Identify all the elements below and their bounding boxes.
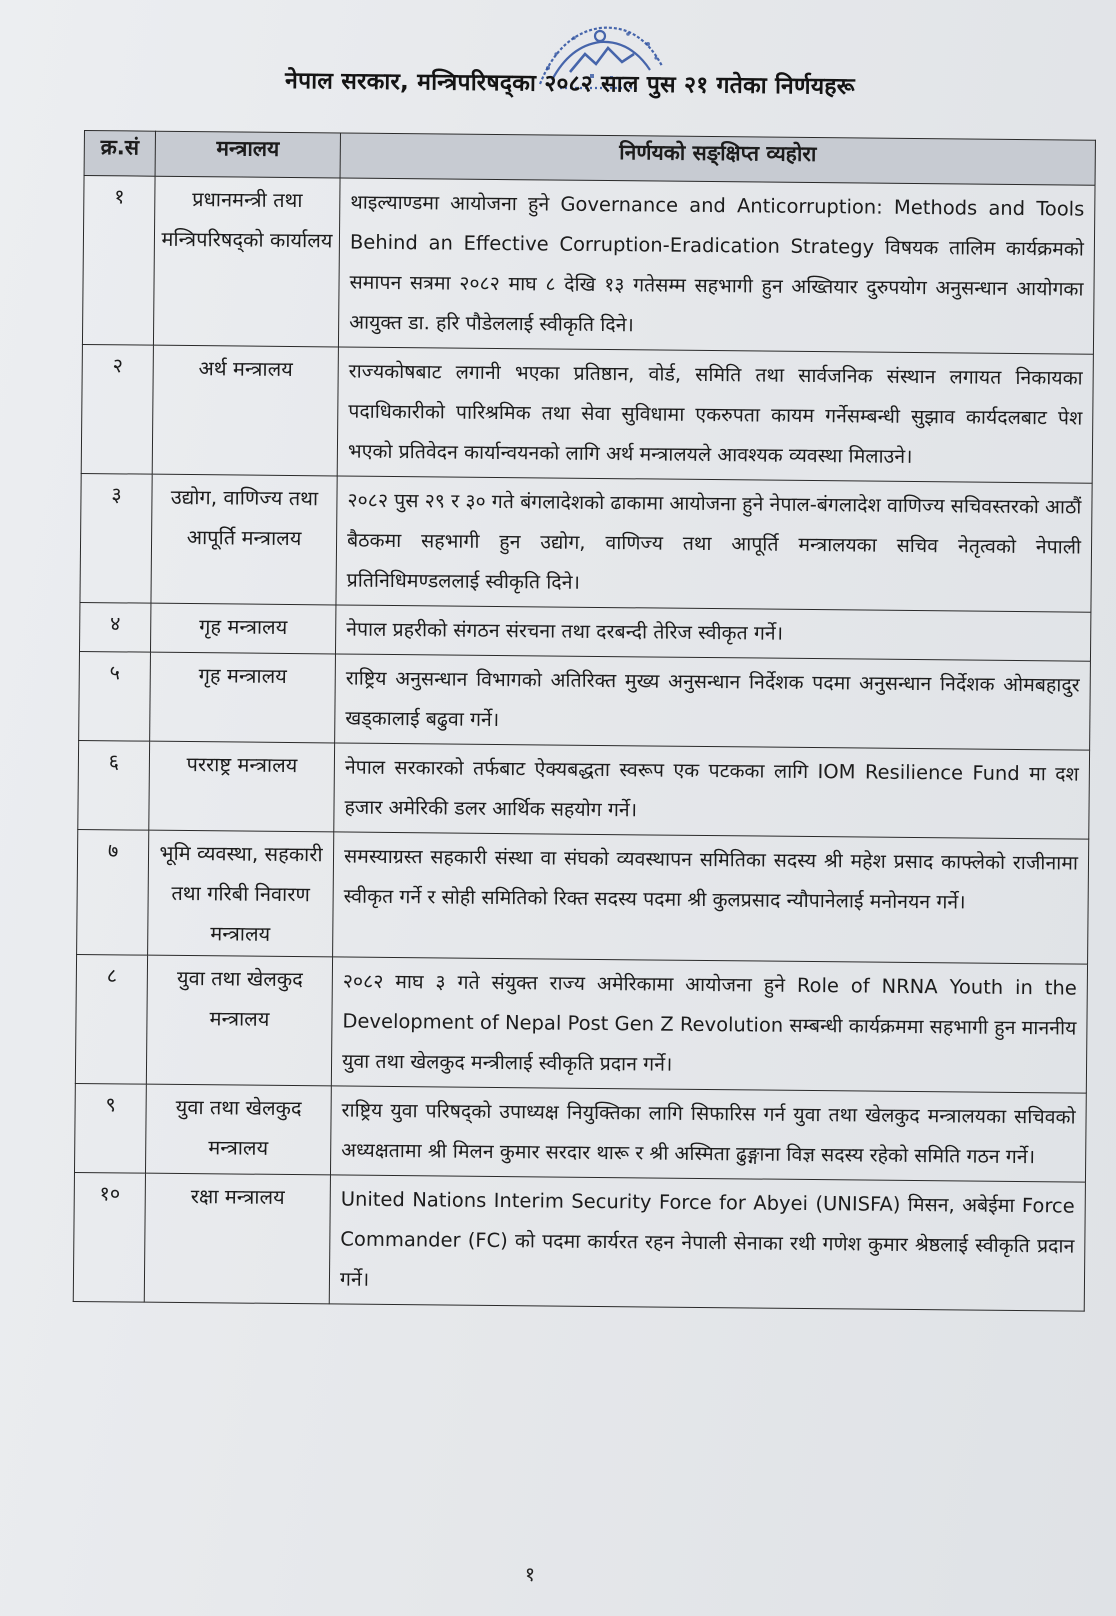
row-decision-summary: २०८२ पुस २९ र ३० गते बंगलादेशको ढाकामा आयोजना हुने नेपाल-बंगलादेश वाणिज्य सचिवस्तरको आठौं बैठकमा सहभागी हुन उद्योग, वाणिज्य तथा आपूर्ति मन्त्रालयका सचिव नेतृत्वको नेपाली प्रतिनिधिमण्डललाई स्वीकृति दिने। bbox=[336, 476, 1092, 612]
row-ministry: गृह मन्त्रालय bbox=[150, 603, 335, 654]
row-serial-number: ४ bbox=[79, 602, 150, 652]
row-serial-number: ७ bbox=[77, 829, 149, 955]
row-ministry: युवा तथा खेलकुद मन्त्रालय bbox=[145, 1084, 331, 1175]
row-decision-summary: United Nations Interim Security Force for Abyei (UNISFA) मिसन, अबेईमा Force Commander (FC) को पदमा कार्यरत रहन नेपाली सेनाका रथी गणेश कुमार श्रेष्ठलाई स्वीकृति प्रदान गर्ने। bbox=[329, 1175, 1085, 1311]
row-decision-summary: राज्यकोषबाट लगानी भएका प्रतिष्ठान, वोर्ड, समिति तथा सार्वजनिक संस्थान लगायत निकायका पदाधिकारीको पारिश्रमिक तथा सेवा सुविधामा एकरुपता कायम गर्नेसम्बन्धी सुझाव कार्यदलबाट पेश भएको प्रतिवेदन कार्यान्वयनको लागि अर्थ मन्त्रालयले आवश्यक व्यवस्था मिलाउने। bbox=[337, 347, 1093, 483]
row-decision-summary: नेपाल प्रहरीको संगठन संरचना तथा दरबन्दी तेरिज स्वीकृत गर्ने। bbox=[335, 605, 1090, 661]
row-ministry: परराष्ट्र मन्त्रालय bbox=[149, 741, 335, 832]
table-row bbox=[80, 473, 1092, 612]
row-ministry: रक्षा मन्त्रालय bbox=[144, 1173, 330, 1304]
row-decision-summary: थाइल्याण्डमा आयोजना हुने Governance and Anticorruption: Methods and Tools Behind an Effective Corruption-Eradication Strategy विषयक तालिम कार्यक्रमको समापन सत्रमा २०८२ माघ ८ देखि १३ गतेसम्म सहभागी हुन अख्तियार दुरुपयोग अनुसन्धान आयोगका आयुक्त डा. हरि पौडेललाई स्वीकृति दिने। bbox=[338, 178, 1095, 354]
row-ministry: अर्थ मन्त्रालय bbox=[152, 345, 338, 476]
page-title: नेपाल सरकार, मन्त्रिपरिषद्का २०८२ साल पुस २१ गतेका निर्णयहरू bbox=[284, 68, 855, 100]
table-row bbox=[74, 1083, 1086, 1182]
header-serial-number: क्र.सं bbox=[84, 131, 155, 177]
row-decision-summary: नेपाल सरकारको तर्फबाट ऐक्यबद्धता स्वरूप एक पटकका लागि IOM Resilience Fund मा दश हजार अमेरिकी डलर आर्थिक सहयोग गर्ने। bbox=[334, 743, 1090, 839]
row-serial-number: १ bbox=[82, 176, 155, 346]
row-serial-number: १० bbox=[73, 1172, 145, 1302]
table-row bbox=[79, 651, 1091, 750]
table-row bbox=[73, 1172, 1085, 1311]
row-serial-number: ३ bbox=[80, 473, 152, 603]
page-number: १ bbox=[524, 1562, 536, 1586]
table-row bbox=[81, 344, 1093, 483]
row-ministry: युवा तथा खेलकुद मन्त्रालय bbox=[146, 955, 332, 1086]
table-row bbox=[77, 829, 1089, 964]
row-decision-summary: राष्ट्रिय युवा परिषद्को उपाध्यक्ष नियुक्तिका लागि सिफारिस गर्न युवा तथा खेलकुद मन्त्रालयका सचिवको अध्यक्षतामा श्री मिलन कुमार सरदार थारू र श्री अस्मिता ढुङ्गाना विज्ञ सदस्य रहेको समिति गठन गर्ने। bbox=[330, 1086, 1086, 1182]
row-ministry: भूमि व्यवस्था, सहकारी तथा गरिबी निवारण मन्त्रालय bbox=[148, 830, 334, 957]
row-decision-summary: समस्याग्रस्त सहकारी संस्था वा संघको व्यवस्थापन समितिका सदस्य श्री महेश प्रसाद काफ्लेको राजीनामा स्वीकृत गर्ने र सोही समितिको रिक्त सदस्य पदमा श्री कुलप्रसाद न्यौपानेलाई मनोनयन गर्ने। bbox=[333, 832, 1089, 964]
row-serial-number: २ bbox=[81, 344, 153, 474]
row-serial-number: ५ bbox=[79, 651, 151, 741]
table-row bbox=[82, 176, 1095, 355]
header-ministry: मन्त्रालय bbox=[155, 131, 340, 178]
row-decision-summary: राष्ट्रिय अनुसन्धान विभागको अतिरिक्त मुख्य अनुसन्धान निर्देशक पदमा अनुसन्धान निर्देशक ओमबहादुर खड्कालाई बढुवा गर्ने। bbox=[335, 654, 1091, 750]
row-ministry: गृह मन्त्रालय bbox=[150, 652, 336, 743]
row-decision-summary: २०८२ माघ ३ गते संयुक्त राज्य अमेरिकामा आयोजना हुने Role of NRNA Youth in the Development of Nepal Post Gen Z Revolution सम्बन्धी कार्यक्रममा सहभागी हुन माननीय युवा तथा खेलकुद मन्त्रीलाई स्वीकृति प्रदान गर्ने। bbox=[331, 957, 1087, 1093]
table-row bbox=[78, 740, 1090, 839]
header-decision-summary: निर्णयको सङ्क्षिप्त व्यहोरा bbox=[340, 133, 1095, 185]
row-ministry: प्रधानमन्त्री तथा मन्त्रिपरिषद्को कार्यालय bbox=[153, 176, 340, 347]
row-serial-number: ९ bbox=[74, 1083, 146, 1173]
row-serial-number: ६ bbox=[78, 740, 150, 830]
table-row bbox=[75, 954, 1087, 1093]
decisions-table bbox=[73, 130, 1096, 1312]
row-serial-number: ८ bbox=[75, 954, 147, 1084]
row-ministry: उद्योग, वाणिज्य तथा आपूर्ति मन्त्रालय bbox=[151, 474, 337, 605]
